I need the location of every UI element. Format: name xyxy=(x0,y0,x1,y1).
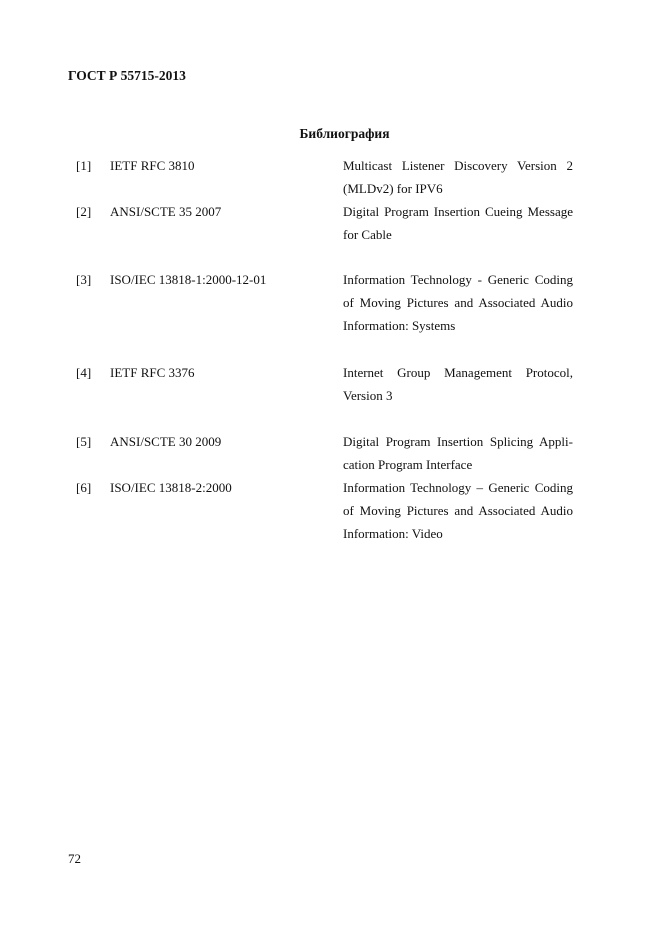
reference-title-line: Digital Program Insertion Cueing Message xyxy=(343,204,573,219)
bibliography-title-text: Библиография xyxy=(299,126,390,141)
reference-title-line: Information: Video xyxy=(343,526,443,541)
reference-code: ISO/IEC 13818-2:2000 xyxy=(110,480,232,495)
reference-title xyxy=(343,476,573,545)
document-code: ГОСТ Р 55715-2013 xyxy=(68,68,186,83)
reference-title-line: Multicast Listener Discovery Version 2 xyxy=(343,158,573,173)
reference-title-line: Information Technology – Generic Coding xyxy=(343,480,573,495)
reference-code: IETF RFC 3810 xyxy=(110,158,195,173)
reference-code: ANSI/SCTE 35 2007 xyxy=(110,204,222,219)
reference-title-line: of Moving Pictures and Associated Audio xyxy=(343,295,573,310)
page-number: 72 xyxy=(68,851,81,866)
reference-title-line: Information Technology - Generic Coding xyxy=(343,272,573,287)
reference-title-line: Digital Program Insertion Splicing Appli- xyxy=(343,434,573,449)
reference-title xyxy=(343,430,573,476)
reference-title-line: for Cable xyxy=(343,227,392,242)
reference-title-line: cation Program Interface xyxy=(343,457,473,472)
reference-code: ANSI/SCTE 30 2009 xyxy=(110,434,222,449)
reference-number: [2] xyxy=(76,204,92,219)
reference-code: ISO/IEC 13818-1:2000-12-01 xyxy=(110,272,267,287)
reference-number: [5] xyxy=(76,434,92,449)
reference-number: [3] xyxy=(76,272,92,287)
reference-title xyxy=(343,200,573,246)
bibliography-title xyxy=(0,126,661,142)
reference-number: [4] xyxy=(76,365,92,380)
reference-number: [6] xyxy=(76,480,92,495)
reference-title xyxy=(343,268,573,337)
reference-title-line: Version 3 xyxy=(343,388,393,403)
reference-title xyxy=(343,361,573,407)
reference-code: IETF RFC 3376 xyxy=(110,365,195,380)
reference-title-line: Internet Group Management Protocol, xyxy=(343,365,573,380)
reference-title xyxy=(343,154,573,200)
reference-title-line: Information: Systems xyxy=(343,318,456,333)
reference-title-line: (MLDv2) for IPV6 xyxy=(343,181,443,196)
reference-number: [1] xyxy=(76,158,92,173)
reference-title-line: of Moving Pictures and Associated Audio xyxy=(343,503,573,518)
